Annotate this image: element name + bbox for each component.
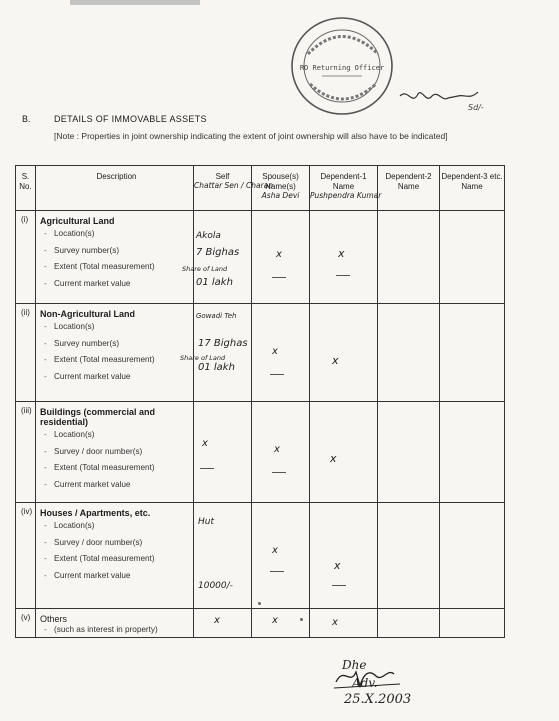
seal-signature <box>398 84 490 114</box>
header-self-label: Self <box>215 172 230 181</box>
list-item: - Survey number(s) <box>44 339 193 350</box>
self-entry: 01 lakh <box>198 362 235 373</box>
dependent1-entry: x <box>334 559 341 572</box>
scan-smudge <box>70 0 200 5</box>
row-items <box>36 430 193 490</box>
header-self <box>194 166 273 211</box>
spouse-entry: x <box>276 249 282 260</box>
row-self-cell <box>182 211 252 304</box>
table-row <box>16 402 505 503</box>
row-category: Agricultural Land <box>40 216 115 226</box>
self-entry: 01 lakh <box>196 277 233 288</box>
dependent1-entry: x <box>332 617 338 628</box>
row-dependent1-cell <box>310 304 378 402</box>
header-self-handwriting: Chattar Sen / Charan <box>194 181 273 190</box>
list-item: - Extent (Total measurement) <box>44 262 193 273</box>
self-entry: Gowadi Teh <box>196 312 237 320</box>
seal-sign-text: Sd/- <box>468 103 484 112</box>
signature-date: 25.X.2003 <box>344 692 412 707</box>
self-entry: Hut <box>198 517 215 527</box>
table-row <box>16 503 505 609</box>
list-item: - Survey number(s) <box>44 246 193 257</box>
row-self-cell <box>194 503 252 609</box>
list-item: - Current market value <box>44 480 193 491</box>
signature-block <box>330 658 480 712</box>
row-category: Buildings (commercial and residential) <box>40 407 156 427</box>
row-description <box>36 304 194 402</box>
header-sno: S. No. <box>16 166 36 211</box>
row-category: Non-Agricultural Land <box>40 309 135 319</box>
self-entry: 17 Bighas <box>198 338 248 349</box>
row-spouse-cell <box>252 503 310 609</box>
scan-speck <box>258 602 261 605</box>
row-description <box>36 211 194 304</box>
row-dependent2-cell <box>378 609 440 638</box>
table-row <box>16 304 505 402</box>
list-item: - Survey / door number(s) <box>44 447 193 458</box>
row-dependent3-cell <box>440 402 505 503</box>
list-item: - Current market value <box>44 372 193 383</box>
row-dependent1-cell <box>310 402 378 503</box>
row-sno: (iv) <box>16 503 36 609</box>
row-spouse-cell <box>252 211 310 304</box>
row-dependent3-cell <box>440 211 505 304</box>
list-item: - Current market value <box>44 279 193 290</box>
signature-title: Adv. <box>352 676 378 690</box>
row-dependent2-cell <box>378 503 440 609</box>
row-description <box>36 609 194 638</box>
self-entry: Akola <box>196 231 221 241</box>
header-dependent2: Dependent-2 Name <box>378 166 440 211</box>
seal-text: RO Returning Officer <box>299 64 385 72</box>
header-dependent1-label: Dependent-1 Name <box>320 172 367 191</box>
row-items <box>36 229 193 289</box>
spouse-entry: x <box>272 545 278 556</box>
list-item: - Location(s) <box>44 322 193 333</box>
section-title: DETAILS OF IMMOVABLE ASSETS <box>54 114 207 124</box>
list-item: - (such as interest in property) <box>44 625 193 636</box>
list-item: - Extent (Total measurement) <box>44 355 193 366</box>
row-sno: (i) <box>16 211 36 304</box>
row-dependent2-cell <box>378 211 440 304</box>
row-dependent3-cell <box>440 503 505 609</box>
dependent1-entry: x <box>338 247 345 260</box>
section-note: [Note : Properties in joint ownership indicating the extent of joint ownership will also have to be indicated] <box>54 131 448 141</box>
list-item: - Extent (Total measurement) <box>44 554 193 565</box>
signature-name: Dhe <box>342 658 367 672</box>
header-description: Description <box>36 166 194 211</box>
table-row <box>16 609 505 638</box>
row-sno: (ii) <box>16 304 36 402</box>
self-entry: x <box>202 438 208 449</box>
self-entry: 7 Bighas <box>196 247 240 258</box>
spouse-entry: x <box>274 444 280 455</box>
header-dependent3: Dependent-3 etc. Name <box>440 166 505 211</box>
row-dependent2-cell <box>378 402 440 503</box>
row-sno: (v) <box>16 609 36 638</box>
row-dependent1-cell <box>310 609 378 638</box>
list-item: - Current market value <box>44 571 193 582</box>
table-header-row <box>16 166 505 211</box>
row-self-cell <box>194 609 252 638</box>
official-seal-stamp <box>288 14 396 118</box>
self-entry: Share of Land <box>180 354 226 362</box>
header-spouse-label: Spouse(s) Name(s) <box>262 172 299 191</box>
list-item: - Location(s) <box>44 521 193 532</box>
row-dependent1-cell <box>310 211 378 304</box>
header-dependent1-handwriting: Pushpendra Kumar <box>310 191 382 200</box>
row-dependent2-cell <box>378 304 440 402</box>
row-sno: (iii) <box>16 402 36 503</box>
list-item: - Location(s) <box>44 229 193 240</box>
list-item: - Survey / door number(s) <box>44 538 193 549</box>
row-dependent1-cell <box>310 503 378 609</box>
self-entry: Share of Land <box>182 265 228 273</box>
dependent1-entry: x <box>332 354 339 367</box>
list-item: - Location(s) <box>44 430 193 441</box>
header-dependent1 <box>310 166 382 211</box>
row-description <box>36 503 194 609</box>
section-number: B. <box>22 114 31 124</box>
row-dependent3-cell <box>440 304 505 402</box>
spouse-entry: x <box>272 615 278 626</box>
row-items <box>36 521 193 581</box>
row-category: Others <box>40 614 68 624</box>
list-item: - Extent (Total measurement) <box>44 463 193 474</box>
row-category: Houses / Apartments, etc. <box>40 508 151 518</box>
row-spouse-cell <box>252 304 310 402</box>
table-row <box>16 211 505 304</box>
self-entry: 10000/- <box>198 581 233 591</box>
row-spouse-cell <box>252 402 310 503</box>
dependent1-entry: x <box>330 452 337 465</box>
header-spouse-handwriting: Asha Devi <box>261 191 300 200</box>
row-self-cell <box>180 304 252 402</box>
row-self-cell <box>194 402 252 503</box>
row-dependent3-cell <box>440 609 505 638</box>
spouse-entry: x <box>272 346 278 357</box>
row-description <box>36 402 194 503</box>
row-items <box>36 322 193 382</box>
row-items <box>36 625 193 636</box>
scan-speck <box>300 618 303 621</box>
row-spouse-cell <box>252 609 310 638</box>
self-entry: x <box>214 615 220 626</box>
immovable-assets-table <box>15 165 505 638</box>
